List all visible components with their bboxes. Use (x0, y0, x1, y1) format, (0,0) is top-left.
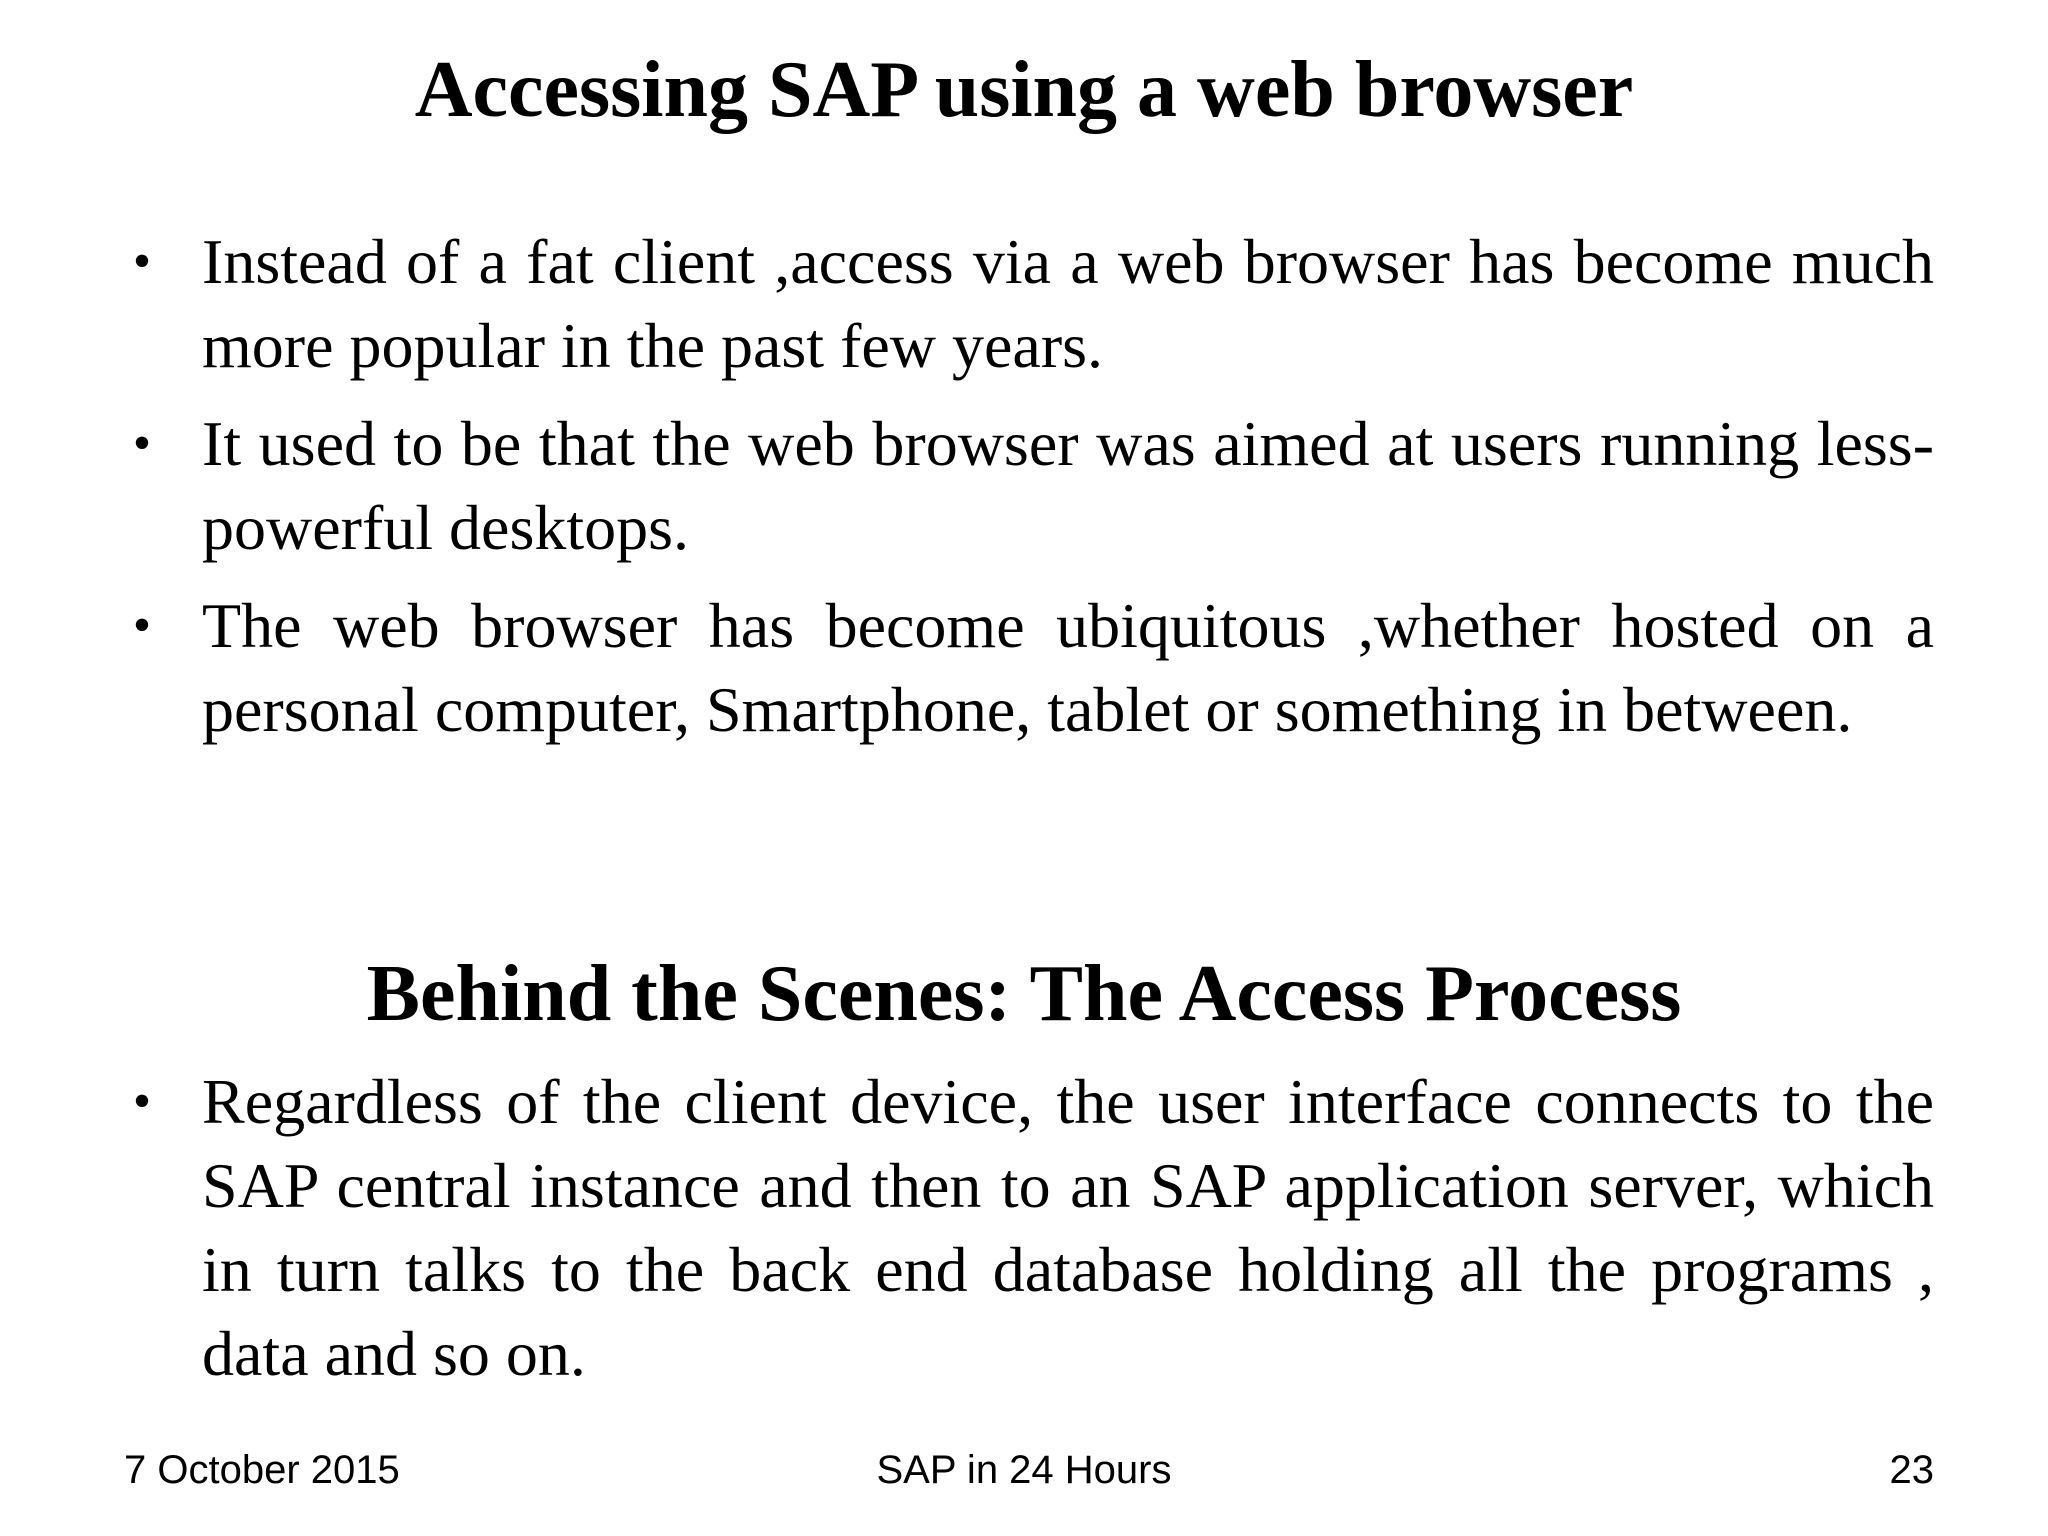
bullet-icon: • (132, 415, 152, 472)
bullet-item (122, 402, 1934, 570)
bullet-text: Instead of a fat client ,access via a web browser has become much more popular in the past few years. (202, 226, 1934, 381)
page-number: 23 (1889, 1448, 1934, 1492)
footer-date: 7 October 2015 (124, 1448, 400, 1492)
bullet-list (122, 220, 1934, 766)
bullet-icon: • (132, 597, 152, 654)
bullet-text: The web browser has become ubiquitous ,whether hosted on a personal computer, Smartphone, tablet or something in between. (202, 590, 1934, 745)
section-heading: Behind the Scenes: The Access Process (366, 950, 1682, 1038)
bullet-list (122, 1060, 1934, 1410)
slide-title: Accessing SAP using a web browser (414, 46, 1634, 134)
bullet-item (122, 1060, 1934, 1396)
bullet-text: Regardless of the client device, the user interface connects to the SAP central instance and then to an SAP application server, which in turn talks to the back end database holding all the programs , data and so on. (202, 1066, 1934, 1389)
bullet-icon: • (132, 233, 152, 290)
bullet-text: It used to be that the web browser was aimed at users running less-powerful desktops. (202, 408, 1934, 563)
bullet-item (122, 584, 1934, 752)
bullet-item (122, 220, 1934, 388)
footer-title: SAP in 24 Hours (876, 1448, 1172, 1492)
bullet-icon: • (132, 1073, 152, 1130)
